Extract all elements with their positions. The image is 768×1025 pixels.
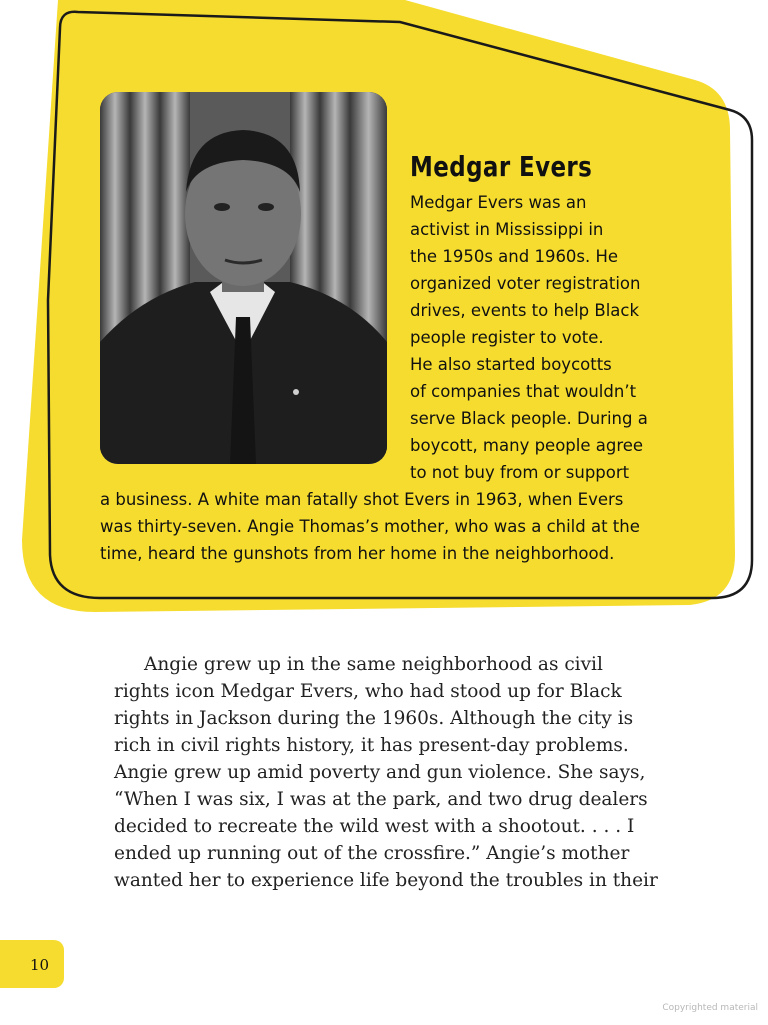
body-text-line: rich in civil rights history, it has present-day problems.: [114, 735, 629, 756]
copyright-notice: Copyrighted material: [662, 1003, 758, 1013]
sidebar-text-line: people register to vote.: [410, 328, 604, 347]
sidebar-text-line: organized voter registration: [410, 274, 641, 293]
body-text-line: rights icon Medgar Evers, who had stood up for Black: [114, 681, 622, 702]
body-text-line: wanted her to experience life beyond the troubles in their: [114, 870, 658, 891]
sidebar-text-line: to not buy from or support: [410, 463, 630, 482]
sidebar-title: Medgar Evers: [410, 150, 593, 183]
sidebar-text-line: activist in Mississippi in: [410, 220, 604, 239]
sidebar-text-line: drives, events to help Black: [410, 301, 640, 320]
body-text-line: Angie grew up in the same neighborhood as civil: [144, 654, 603, 675]
body-text-line: decided to recreate the wild west with a shootout. . . . I: [114, 816, 635, 837]
body-text-line: Angie grew up amid poverty and gun violence. She says,: [114, 762, 646, 783]
body-text-line: rights in Jackson during the 1960s. Although the city is: [114, 708, 634, 729]
medgar-evers-photo: [100, 92, 387, 464]
sidebar-text-line: serve Black people. During a: [410, 409, 648, 428]
sidebar-text-line: the 1950s and 1960s. He: [410, 247, 619, 266]
sidebar-text-line: Medgar Evers was an: [410, 193, 587, 212]
sidebar-text-line: was thirty-seven. Angie Thomas’s mother, who was a child at the: [100, 517, 640, 536]
body-text-line: ended up running out of the crossfire.” Angie’s mother: [114, 843, 630, 864]
body-text-line: “When I was six, I was at the park, and two drug dealers: [114, 789, 648, 810]
sidebar-text-line: time, heard the gunshots from her home in the neighborhood.: [100, 544, 615, 563]
page-number: 10: [30, 956, 50, 974]
sidebar-text-line: boycott, many people agree: [410, 436, 644, 455]
sidebar-text-line: He also started boycotts: [410, 355, 612, 374]
sidebar-text-line: a business. A white man fatally shot Evers in 1963, when Evers: [100, 490, 624, 509]
sidebar-text-line: of companies that wouldn’t: [410, 382, 637, 401]
